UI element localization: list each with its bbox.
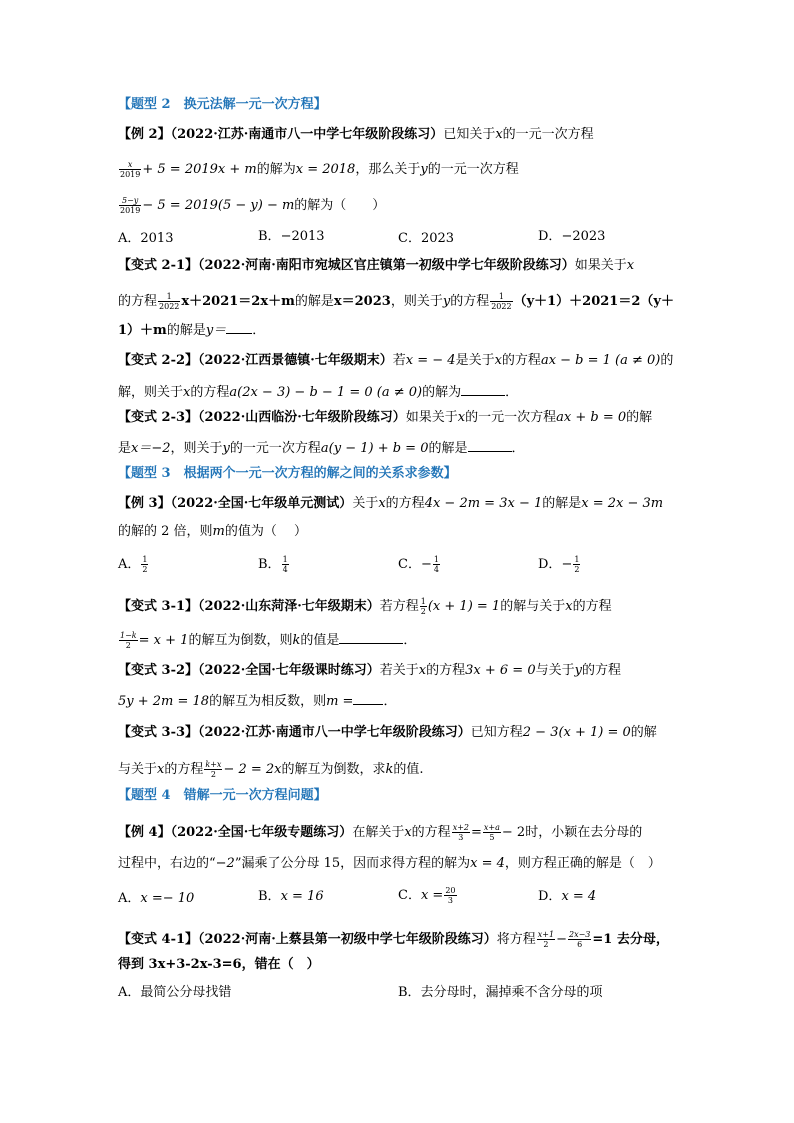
- fraction: [119, 196, 141, 215]
- var-x: x: [183, 385, 191, 400]
- var-y: y: [574, 663, 582, 678]
- text: 的解互为倒数，则: [188, 633, 293, 648]
- text: 的解是: [294, 294, 334, 309]
- var-x: x: [626, 258, 635, 273]
- fraction: [420, 597, 427, 616]
- option-letter: A．: [118, 557, 141, 572]
- variant-3-3-line-2: [118, 760, 424, 779]
- sign: −: [420, 557, 432, 572]
- text: 的一元一次方程: [502, 127, 594, 142]
- text: ．: [252, 323, 266, 338]
- variant-tag: 【变式 2-1】: [118, 258, 199, 273]
- equation: x = 2018: [295, 162, 356, 177]
- var-x: x: [457, 410, 466, 425]
- equation: 1）＋m: [118, 323, 167, 338]
- fraction-num: 1−k: [120, 631, 137, 640]
- text: ，那么关于: [355, 162, 421, 177]
- text: ，则关于: [170, 441, 223, 456]
- source: （2022·全国·七年级课时练习）: [198, 663, 380, 678]
- variant-4-1-line-1: [118, 930, 669, 949]
- section-heading-3: 【题型 3 根据两个一元一次方程的解之间的关系求参数】: [118, 466, 457, 481]
- fraction-num: x+a: [483, 823, 500, 832]
- variant-2-2-line-2: [118, 382, 518, 402]
- option-value: x =: [420, 888, 444, 903]
- term: −2: [215, 856, 235, 871]
- var-y: y: [442, 294, 451, 309]
- var-m: m: [212, 524, 225, 539]
- equation: y＝: [205, 323, 227, 338]
- option-letter: D．: [538, 889, 562, 904]
- option-letter: B．: [258, 557, 281, 572]
- equation: x = 2x − 3m: [581, 496, 664, 511]
- text: =1 去分母，: [592, 932, 669, 947]
- example-2-line-1: [118, 126, 594, 144]
- text: 的方程: [450, 294, 490, 309]
- text: 的一元一次方程: [229, 441, 321, 456]
- text: ”漏乘了公分母 15，因而求得方程的解为: [234, 856, 471, 871]
- option-letter: B．: [258, 229, 281, 244]
- example-3-line-2: [118, 523, 307, 541]
- source: （2022·江苏·南通市八一中学七年级阶段练习）: [198, 725, 471, 740]
- fraction-den: 2019: [120, 206, 141, 215]
- example-tag: 【例 3】: [118, 496, 171, 511]
- option-letter: C．: [398, 557, 421, 572]
- text: 已知方程: [470, 725, 523, 740]
- text: 的解为: [422, 385, 462, 400]
- text: 如果关于: [574, 258, 627, 273]
- text: 的解与关于: [500, 599, 566, 614]
- fraction-num: k+x: [205, 760, 222, 769]
- fraction-num: 1: [490, 292, 512, 302]
- variant-tag: 【变式 4-1】: [118, 932, 199, 947]
- var-k: k: [292, 633, 301, 648]
- fraction-num: 2x−3: [568, 930, 591, 939]
- example-3-line-1: [118, 495, 663, 513]
- var-x: x: [157, 762, 165, 777]
- section-heading-4: 【题型 4 错解一元一次方程问题】: [118, 788, 327, 803]
- equation: = x + 1: [138, 633, 189, 648]
- text: 的一元一次方程: [465, 410, 557, 425]
- text: 与关于: [535, 663, 575, 678]
- fraction-den: 2: [574, 565, 580, 574]
- fraction: [158, 292, 180, 311]
- text: 的解是: [542, 496, 582, 511]
- equation: m =: [326, 694, 354, 709]
- equation: x＝2023: [333, 294, 391, 309]
- text: 的解为: [256, 162, 296, 177]
- var-k: k: [385, 762, 394, 777]
- text: 已知关于: [443, 127, 496, 142]
- option-d: [538, 888, 596, 906]
- source: （2022·江苏·南通市八一中学七年级阶段练习）: [170, 127, 444, 142]
- text: 如果关于: [405, 410, 458, 425]
- equation: a(2x − 3) − b − 1 = 0 (a ≠ 0): [229, 385, 423, 400]
- text: 关于: [352, 496, 379, 511]
- source: （2022·河南·上蔡县第一初级中学七年级阶段练习）: [198, 932, 497, 947]
- equation: 2 − 3(x + 1) = 0: [522, 725, 631, 740]
- option-letter: D．: [538, 229, 562, 244]
- option-letter: C．: [398, 888, 421, 903]
- equation: x＝−2: [131, 441, 171, 456]
- fraction-den: 2: [543, 940, 549, 949]
- fraction-den: 3: [458, 833, 464, 842]
- option-b: [258, 888, 324, 906]
- option-a: A．2013: [118, 231, 174, 246]
- fraction-num: 1: [158, 292, 180, 302]
- option-a: A．最简公分母找错: [118, 985, 232, 1000]
- text: 的值是: [300, 633, 340, 648]
- option-a: [118, 890, 194, 908]
- fraction-den: 3: [447, 896, 453, 905]
- source: （2022·全国·七年级专题练习）: [170, 825, 353, 840]
- equals: =: [471, 825, 482, 840]
- fraction-den: 2019: [120, 170, 141, 179]
- var-x: x: [494, 353, 502, 368]
- variant-tag: 【变式 3-3】: [118, 725, 199, 740]
- text: 是关于: [455, 353, 495, 368]
- variant-tag: 【变式 3-2】: [118, 663, 199, 678]
- text: 解，则关于: [118, 385, 184, 400]
- option-d: [538, 555, 581, 574]
- var-y: y: [420, 162, 428, 177]
- example-tag: 【例 4】: [118, 825, 171, 840]
- text: 与关于: [118, 762, 158, 777]
- text: 若方程: [379, 599, 419, 614]
- fraction: [568, 930, 591, 949]
- example-2-line-2: [118, 160, 519, 179]
- text: 若: [392, 353, 406, 368]
- minus: −: [556, 932, 567, 947]
- text: 的方程: [411, 825, 451, 840]
- text: 过程中，右边的“: [118, 856, 216, 871]
- text: 的方程: [426, 663, 466, 678]
- fraction-num: 1: [574, 555, 580, 564]
- equation: (x + 1) = 1: [427, 599, 501, 614]
- text: 的解互为倒数，求: [281, 762, 386, 777]
- var-x: x: [378, 496, 386, 511]
- fraction-num: 1: [433, 555, 439, 564]
- fraction: [483, 823, 501, 842]
- example-2-line-3: [118, 196, 385, 215]
- text: 的值为（ ）: [224, 524, 308, 539]
- text: 的解为（ ）: [294, 198, 386, 213]
- text: 的方程: [385, 496, 425, 511]
- var-y: y: [222, 441, 230, 456]
- variant-2-3-line-1: [118, 409, 652, 427]
- fraction: [204, 760, 222, 779]
- option-value: −2013: [280, 229, 325, 244]
- fraction: [452, 823, 470, 842]
- fraction-num: 1: [282, 555, 288, 564]
- fraction: [141, 555, 148, 574]
- fraction: [490, 292, 512, 311]
- source: （2022·河南·南阳市宛城区官庄镇第一初级中学七年级阶段练习）: [198, 258, 575, 273]
- fraction-num: 5−y: [119, 196, 141, 206]
- answer-blank[interactable]: [461, 382, 505, 396]
- fraction: [119, 160, 141, 179]
- fraction: [573, 555, 580, 574]
- text: 的解: [630, 725, 657, 740]
- variant-3-2-line-2: [118, 691, 396, 711]
- text: 的: [660, 353, 674, 368]
- variant-2-2-line-1: [118, 352, 673, 370]
- text: ．: [511, 441, 525, 456]
- fraction-num: x+2: [452, 823, 469, 832]
- source: （2022·山东菏泽·七年级期末）: [198, 599, 380, 614]
- var-x: x: [418, 663, 427, 678]
- equation: ax + b = 0: [556, 410, 627, 425]
- option-letter: A．: [118, 891, 141, 906]
- fraction-den: 4: [433, 565, 439, 574]
- equation: 5y + 2m = 18: [118, 694, 210, 709]
- fraction: [282, 555, 289, 574]
- variant-2-1-line-1: [118, 257, 634, 275]
- text: ．: [505, 385, 519, 400]
- fraction-den: 2: [210, 770, 216, 779]
- option-b: [258, 228, 325, 246]
- text: 在解关于: [352, 825, 405, 840]
- answer-blank[interactable]: [339, 630, 403, 644]
- text: 的值.: [393, 762, 424, 777]
- fraction-num: x+1: [537, 930, 555, 939]
- text: 的方程: [581, 663, 621, 678]
- text: 是: [118, 441, 132, 456]
- text: 的一元一次方程: [427, 162, 519, 177]
- variant-3-3-line-1: [118, 724, 657, 742]
- fraction: [433, 555, 440, 574]
- variant-3-1-line-1: [118, 597, 612, 616]
- equation: （y＋1）＋2021＝2（y＋: [513, 294, 674, 309]
- example-4-line-2: [118, 855, 661, 873]
- text: ．: [383, 694, 397, 709]
- variant-2-3-line-2: [118, 438, 525, 458]
- fraction-den: 2: [420, 607, 426, 616]
- variant-2-1-line-3: [118, 320, 265, 340]
- text: 的解: [626, 410, 653, 425]
- term: − 2: [501, 825, 526, 840]
- option-value: x =− 10: [140, 891, 195, 906]
- section-heading-2: 【题型 2 换元法解一元一次方程】: [118, 97, 327, 112]
- variant-3-2-line-1: [118, 662, 621, 680]
- variant-tag: 【变式 3-1】: [118, 599, 199, 614]
- text: 若关于: [379, 663, 419, 678]
- equation: + 5 = 2019x + m: [142, 162, 257, 177]
- fraction: [119, 631, 138, 650]
- text: 将方程: [496, 932, 536, 947]
- option-value: x = 4: [561, 889, 597, 904]
- text: ，则方程正确的解是（ ）: [504, 856, 661, 871]
- text: 的解的 2 倍，则: [118, 524, 213, 539]
- fraction-den: 5: [489, 833, 495, 842]
- source: （2022·全国·七年级单元测试）: [170, 496, 353, 511]
- equation: x = 4: [470, 856, 505, 871]
- fraction-num: 1: [142, 555, 148, 564]
- equation: x＋2021＝2x＋m: [181, 294, 295, 309]
- variant-4-1-line-2: 得到 3x+3-2x-3=6，错在（ ）: [118, 957, 320, 972]
- fraction-num: 1: [420, 597, 426, 606]
- var-x: x: [404, 825, 412, 840]
- option-letter: B．: [258, 889, 281, 904]
- text: 的解是: [166, 323, 206, 338]
- option-c: C．2023: [398, 231, 455, 246]
- fraction-den: 2022: [491, 302, 512, 311]
- text: ．: [403, 633, 417, 648]
- fraction-den: 6: [577, 940, 583, 949]
- option-letter: D．: [538, 557, 562, 572]
- answer-blank[interactable]: [353, 691, 383, 705]
- source: （2022·山西临汾·七年级阶段练习）: [198, 410, 406, 425]
- text: 时，小颖在去分母的: [525, 825, 643, 840]
- fraction-num: 20: [445, 886, 456, 895]
- option-b: [258, 555, 290, 574]
- sign: −: [561, 557, 573, 572]
- var-x: x: [495, 127, 503, 142]
- fraction-den: 2: [142, 565, 148, 574]
- fraction-num: x: [119, 160, 141, 170]
- option-value: x = 16: [280, 889, 324, 904]
- equation: x = − 4: [405, 353, 456, 368]
- variant-tag: 【变式 2-3】: [118, 410, 199, 425]
- text: ，则关于: [390, 294, 443, 309]
- text: 的方程: [118, 294, 158, 309]
- option-value: −2023: [561, 229, 606, 244]
- option-b: B．去分母时，漏掉乘不含分母的项: [398, 985, 603, 1000]
- variant-tag: 【变式 2-2】: [118, 353, 199, 368]
- fraction-den: 2: [125, 641, 131, 650]
- option-d: [538, 228, 605, 246]
- fraction: [444, 886, 456, 905]
- answer-blank[interactable]: [468, 438, 512, 452]
- equation: 3x + 6 = 0: [465, 663, 536, 678]
- option-c: [398, 886, 458, 905]
- equation: a(y − 1) + b = 0: [320, 441, 429, 456]
- equation: ax − b = 1 (a ≠ 0): [540, 353, 661, 368]
- var-x: x: [565, 599, 573, 614]
- text: 的解是: [428, 441, 468, 456]
- text: 的方程: [190, 385, 230, 400]
- option-c: [398, 555, 441, 574]
- variant-3-1-line-2: [118, 630, 416, 650]
- text: 的解互为相反数，则: [209, 694, 327, 709]
- text: 的方程: [501, 353, 541, 368]
- text: 的方程: [164, 762, 204, 777]
- fraction-den: 4: [282, 565, 288, 574]
- equation: 4x − 2m = 3x − 1: [424, 496, 543, 511]
- option-a: [118, 555, 149, 574]
- equation: − 5 = 2019(5 − y) − m: [142, 198, 295, 213]
- example-tag: 【例 2】: [118, 127, 171, 142]
- equation: − 2 = 2x: [223, 762, 282, 777]
- answer-blank[interactable]: [226, 320, 252, 334]
- source: （2022·江西景德镇·七年级期末）: [198, 353, 393, 368]
- fraction-den: 2022: [159, 302, 180, 311]
- fraction: [537, 930, 555, 949]
- variant-2-1-line-2: [118, 292, 674, 311]
- example-4-line-1: [118, 823, 642, 842]
- text: 的方程: [572, 599, 612, 614]
